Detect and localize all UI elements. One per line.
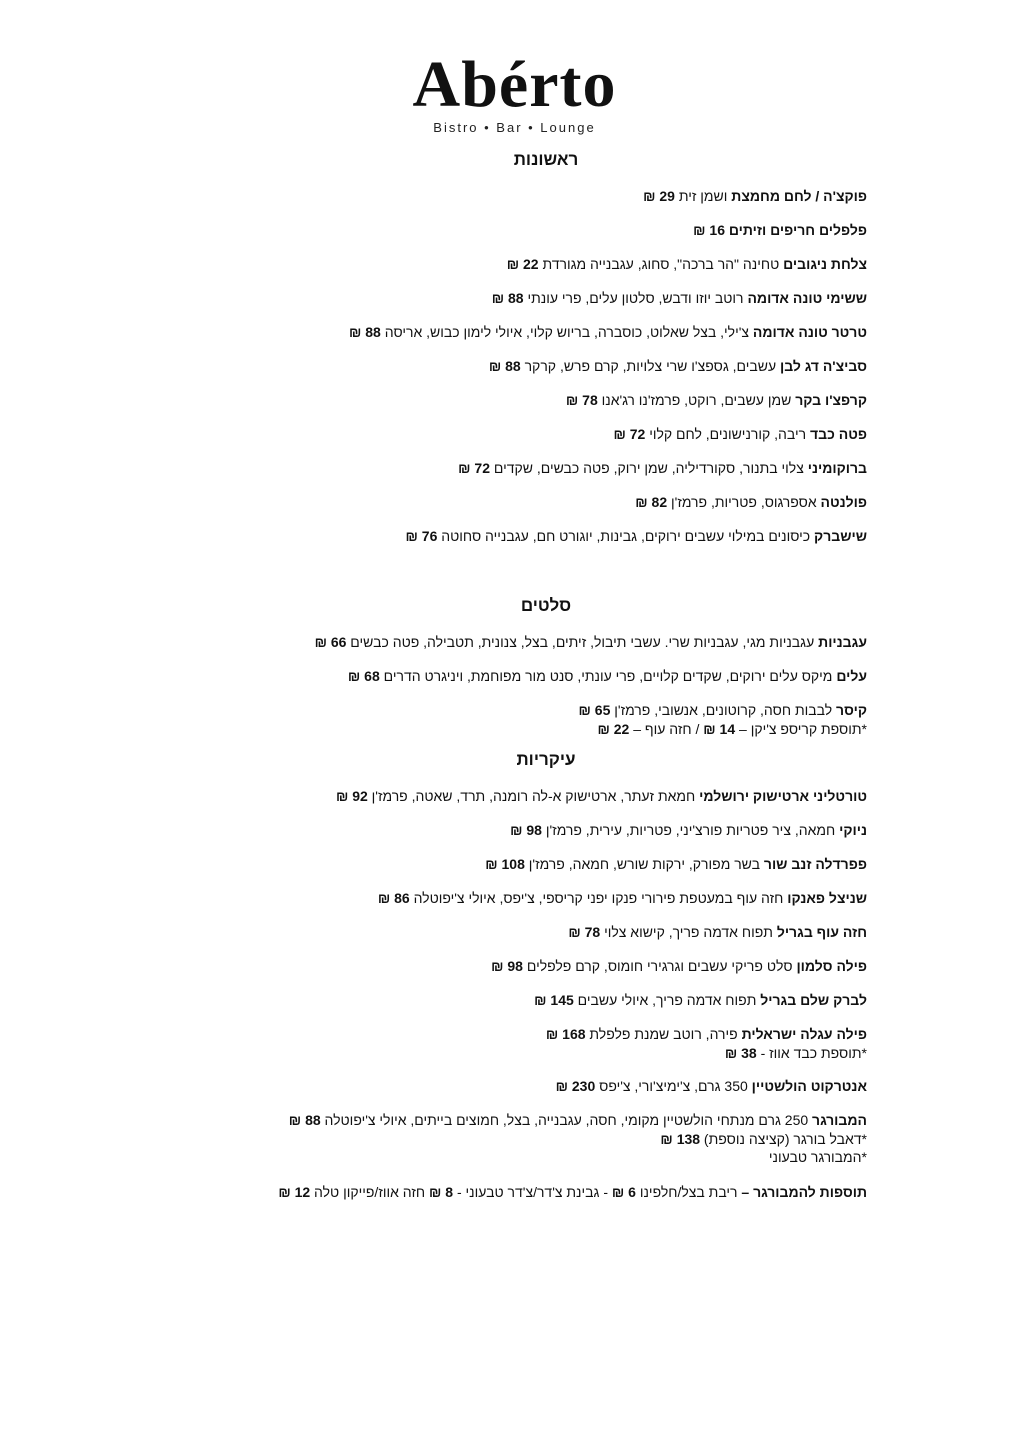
starters-list (150, 186, 867, 546)
item-description: 350 גרם, צ'ימיצ'ורי, צ'יפס (599, 1078, 748, 1094)
menu-item (150, 288, 867, 308)
caesar-addon-note: *תוספת קריספ צ'יקן – 14 ₪ / חזה עוף – 22 ₪ (597, 721, 867, 737)
item-price: 72 ₪ (613, 426, 646, 442)
section-title-starters: ראשונות (513, 150, 579, 169)
item-description: חמאת זעתר, ארטישוק א-לה רומנה, תרד, שאטה, פרמז'ן (371, 788, 696, 804)
item-name: פפרדלה זנב שור (763, 856, 867, 872)
menu-item (150, 632, 867, 652)
item-name: שישברק (814, 528, 867, 544)
menu-item (150, 390, 867, 410)
menu-item (150, 854, 867, 874)
item-price: 98 ₪ (491, 958, 523, 974)
item-price: 168 ₪ (545, 1026, 586, 1042)
item-name: פטה כבד (810, 426, 867, 442)
item-price: 108 ₪ (485, 856, 525, 872)
item-price: 22 ₪ (506, 256, 539, 272)
burger-addons: תוספות להמבורגר – ריבת בצל/חלפינו 6 ₪ - גבינת צ'דר/צ'דר טבעוני - 8 ₪ חזה אווז/פייקון טלה 12 ₪ (278, 1184, 867, 1200)
vegan-burger-note: *המבורגר טבעוני (768, 1149, 867, 1165)
item-price: 78 ₪ (568, 924, 601, 940)
item-name: פלפלים חריפים וזיתים (728, 222, 867, 238)
item-name: קרפצ'ו בקר (795, 392, 867, 408)
item-name: פוקצ'ה / לחם מחמצת (731, 188, 867, 204)
menu-item (150, 526, 867, 546)
menu-item (150, 666, 867, 686)
brand-name: Abérto (412, 48, 617, 121)
menu-item (150, 322, 867, 342)
item-description: כיסונים במילוי עשבים ירוקים, גבינות, יוגורט חם, עגבנייה סחוטה (441, 528, 811, 544)
menu-item (150, 956, 867, 976)
item-description: עשבים, גספצ'ו שרי צלויות, קרם פרש, קרקר (524, 358, 777, 374)
menu-item (150, 990, 867, 1010)
veal-addon-note: *תוספת כבד אווז - 38 ₪ (724, 1045, 867, 1061)
item-name: ברוקומיני (807, 460, 867, 476)
item-name: פילה סלמון (796, 958, 867, 974)
menu-item (150, 786, 867, 806)
section-title-mains: עיקריות (516, 750, 576, 769)
menu-item (150, 254, 867, 274)
item-price: 78 ₪ (565, 392, 598, 408)
item-price: 88 ₪ (288, 1112, 321, 1128)
item-price: 72 ₪ (458, 460, 490, 476)
section-title-salads: סלטים (520, 596, 572, 615)
menu-item (150, 1110, 867, 1166)
item-description: בשר מפורק, ירקות שורש, חמאה, פרמז'ן (528, 856, 760, 872)
item-price: 76 ₪ (405, 528, 438, 544)
item-name: המבורגר (812, 1112, 867, 1128)
menu-item (150, 424, 867, 444)
double-burger-note: *דאבל בורגר (קציצה נוספת) 138 ₪ (660, 1131, 867, 1147)
item-description: אספרגוס, פטריות, פרמז'ן (671, 494, 817, 510)
item-description: סלט פריקי עשבים וגרגירי חומוס, קרם פלפלים (526, 958, 793, 974)
item-description: ריבה, קורנישונים, לחם קלוי (649, 426, 807, 442)
brand-subtitle: Bistro • Bar • Lounge (433, 120, 596, 135)
item-description: צ'ילי, בצל שאלוט, כוסברה, בריוש קלוי, איולי לימון כבוש, אריסה (384, 324, 750, 340)
item-price: 16 ₪ (693, 222, 725, 238)
menu-item (150, 1076, 867, 1096)
item-name: קיסר (836, 702, 867, 718)
item-description: פירה, רוטב שמנת פלפלת (589, 1026, 738, 1042)
item-description: חמאה, ציר פטריות פורצ'יני, פטריות, עירית, פרמז'ן (545, 822, 836, 838)
mains-list (150, 786, 867, 1166)
item-description: עגבניות מגי, עגבניות שרי. עשבי תיבול, זיתים, בצל, צנונית, תטבילה, פטה כבשים (350, 634, 815, 650)
item-description: חזה עוף במעטפת פירורי פנקו יפני קריספי, צ'יפס, איולי צ'יפוטלה (413, 890, 784, 906)
item-name: טרטר טונה אדומה (752, 324, 867, 340)
menu (150, 150, 867, 1202)
item-description: ושמן זית (678, 188, 728, 204)
item-name: טורטליני ארטישוק ירושלמי (699, 788, 867, 804)
item-description: רוטב יוזו ודבש, סלטון עלים, פרי עונתי (527, 290, 744, 306)
item-name: פילה עגלה ישראלית (741, 1026, 867, 1042)
menu-item (150, 922, 867, 942)
item-description: תפוח אדמה פריך, איולי עשבים (577, 992, 757, 1008)
menu-item (150, 186, 867, 206)
item-name: פולנטה (820, 494, 867, 510)
item-price: 88 ₪ (491, 290, 524, 306)
item-name: עגבניות (818, 634, 867, 650)
menu-item (150, 1024, 867, 1062)
item-price: 98 ₪ (510, 822, 542, 838)
item-name: חזה עוף בגריל (776, 924, 867, 940)
item-price: 145 ₪ (534, 992, 574, 1008)
item-description: לבבות חסה, קרוטונים, אנשובי, פרמז'ן (614, 702, 833, 718)
menu-item (150, 492, 867, 512)
item-name: עלים (836, 668, 867, 684)
item-name: ששימי טונה אדומה (747, 290, 867, 306)
menu-item (150, 220, 867, 240)
salads-list (150, 632, 867, 720)
menu-item (150, 458, 867, 478)
item-price: 92 ₪ (335, 788, 368, 804)
menu-item (150, 888, 867, 908)
item-name: אנטרקוט הולשטיין (751, 1078, 867, 1094)
item-price: 82 ₪ (635, 494, 668, 510)
item-name: ניוקי (839, 822, 867, 838)
item-price: 88 ₪ (348, 324, 381, 340)
item-description: 250 גרם מנתחי הולשטיין מקומי, חסה, עגבנייה, בצל, חמוצים בייתים, איולי צ'יפוטלה (324, 1112, 809, 1128)
item-name: שניצל פאנקו (787, 890, 867, 906)
menu-item (150, 700, 867, 720)
item-price: 68 ₪ (347, 668, 380, 684)
item-description: מיקס עלים ירוקים, שקדים קלויים, פרי עונתי, סנט מור מפוחמת, ויניגרט הדרים (383, 668, 833, 684)
item-price: 230 ₪ (555, 1078, 596, 1094)
item-description: שמן עשבים, רוקט, פרמז'נו רג'אנו (601, 392, 792, 408)
item-description: צלוי בתנור, סקורדיליה, שמן ירוק, פטה כבשים, שקדים (493, 460, 804, 476)
item-price: 29 ₪ (643, 188, 675, 204)
item-description: תפוח אדמה פריך, קישוא צלוי (604, 924, 773, 940)
item-name: לברק שלם בגריל (760, 992, 867, 1008)
item-price: 65 ₪ (578, 702, 611, 718)
item-name: צלחת ניגובים (783, 256, 867, 272)
menu-item (150, 820, 867, 840)
item-price: 88 ₪ (488, 358, 521, 374)
item-name: סביצ'ה דג לבן (780, 358, 867, 374)
logo (0, 48, 1021, 135)
item-description: טחינה "הר ברכה", סחוג, עגבנייה מגורדת (542, 256, 780, 272)
item-price: 66 ₪ (314, 634, 347, 650)
item-price: 86 ₪ (377, 890, 410, 906)
menu-item (150, 356, 867, 376)
